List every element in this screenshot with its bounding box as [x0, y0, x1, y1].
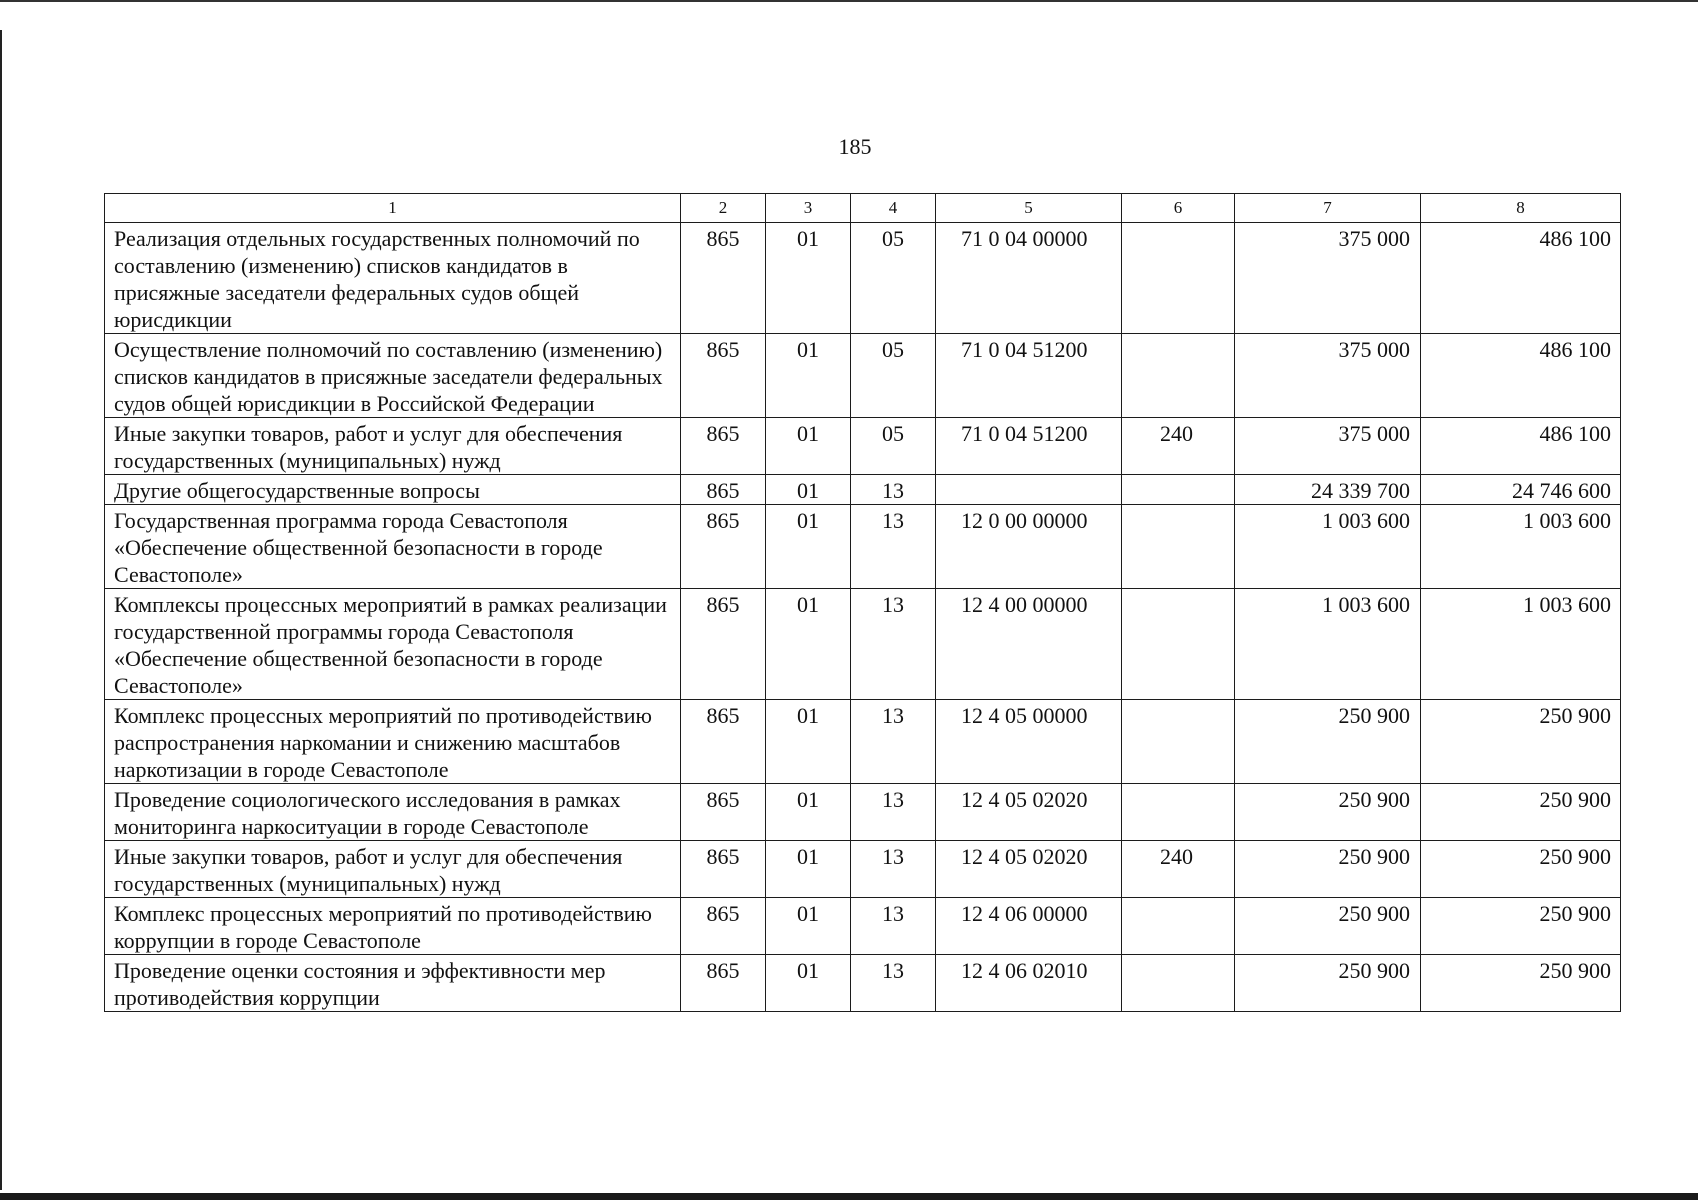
cell-program-code: 12 4 05 02020: [936, 841, 1122, 898]
cell-name: Проведение оценки состояния и эффективности мер противодействия коррупции: [105, 955, 681, 1012]
cell-name: Комплекс процессных мероприятий по противодействию коррупции в городе Севастополе: [105, 898, 681, 955]
cell-section-code: 01: [766, 784, 851, 841]
table-row: [105, 841, 1621, 898]
table-row: [105, 418, 1621, 475]
column-header-6: 6: [1122, 194, 1235, 223]
cell-amount-1: 250 900: [1235, 955, 1421, 1012]
cell-expense-type: [1122, 223, 1235, 334]
scan-edge-bottom: [0, 1193, 1698, 1200]
cell-section-code: 01: [766, 700, 851, 784]
cell-expense-type: 240: [1122, 841, 1235, 898]
cell-amount-2: 250 900: [1421, 700, 1621, 784]
cell-section-code: 01: [766, 898, 851, 955]
cell-subsection-code: 13: [851, 898, 936, 955]
cell-section-code: 01: [766, 589, 851, 700]
cell-ministry-code: 865: [681, 898, 766, 955]
cell-program-code: 12 4 05 02020: [936, 784, 1122, 841]
column-header-8: 8: [1421, 194, 1621, 223]
cell-amount-1: 375 000: [1235, 418, 1421, 475]
table-body: [105, 223, 1621, 1012]
cell-amount-2: 250 900: [1421, 898, 1621, 955]
cell-amount-1: 375 000: [1235, 334, 1421, 418]
cell-amount-2: 250 900: [1421, 955, 1621, 1012]
cell-name: Комплексы процессных мероприятий в рамках реализации государственной программы города Севастополя «Обеспечение общественной безопасности в городе Севастополе»: [105, 589, 681, 700]
cell-amount-1: 250 900: [1235, 841, 1421, 898]
cell-expense-type: [1122, 505, 1235, 589]
table-row: [105, 475, 1621, 505]
cell-amount-1: 1 003 600: [1235, 589, 1421, 700]
cell-name: Реализация отдельных государственных полномочий по составлению (изменению) списков кандидатов в присяжные заседатели федеральных судов общей юрисдикции: [105, 223, 681, 334]
cell-expense-type: [1122, 334, 1235, 418]
cell-amount-2: 250 900: [1421, 784, 1621, 841]
cell-name: Комплекс процессных мероприятий по противодействию распространения наркомании и снижению масштабов наркотизации в городе Севастополе: [105, 700, 681, 784]
scan-edge-left: [0, 30, 2, 1190]
cell-amount-2: 486 100: [1421, 223, 1621, 334]
table-row: [105, 898, 1621, 955]
cell-amount-2: 486 100: [1421, 418, 1621, 475]
cell-expense-type: [1122, 955, 1235, 1012]
cell-subsection-code: 13: [851, 784, 936, 841]
cell-subsection-code: 05: [851, 223, 936, 334]
cell-amount-2: 24 746 600: [1421, 475, 1621, 505]
cell-section-code: 01: [766, 505, 851, 589]
cell-expense-type: [1122, 700, 1235, 784]
cell-subsection-code: 13: [851, 841, 936, 898]
budget-table: [104, 193, 1621, 1012]
cell-section-code: 01: [766, 475, 851, 505]
table-row: [105, 505, 1621, 589]
scan-edge-top: [0, 0, 1698, 2]
cell-name: Другие общегосударственные вопросы: [105, 475, 681, 505]
cell-section-code: 01: [766, 223, 851, 334]
cell-program-code: 71 0 04 51200: [936, 418, 1122, 475]
cell-ministry-code: 865: [681, 841, 766, 898]
cell-expense-type: [1122, 784, 1235, 841]
cell-program-code: 12 4 06 02010: [936, 955, 1122, 1012]
cell-name: Государственная программа города Севастополя «Обеспечение общественной безопасности в городе Севастополе»: [105, 505, 681, 589]
cell-amount-1: 375 000: [1235, 223, 1421, 334]
cell-section-code: 01: [766, 334, 851, 418]
column-header-7: 7: [1235, 194, 1421, 223]
cell-subsection-code: 13: [851, 589, 936, 700]
page-number: 185: [838, 134, 872, 159]
table-row: [105, 334, 1621, 418]
cell-amount-1: 24 339 700: [1235, 475, 1421, 505]
cell-name: Осуществление полномочий по составлению (изменению) списков кандидатов в присяжные заседатели федеральных судов общей юрисдикции в Российской Федерации: [105, 334, 681, 418]
cell-amount-1: 250 900: [1235, 898, 1421, 955]
cell-amount-2: 486 100: [1421, 334, 1621, 418]
cell-amount-2: 1 003 600: [1421, 505, 1621, 589]
cell-subsection-code: 13: [851, 700, 936, 784]
cell-ministry-code: 865: [681, 505, 766, 589]
table-row: [105, 589, 1621, 700]
cell-ministry-code: 865: [681, 418, 766, 475]
cell-program-code: [936, 475, 1122, 505]
cell-ministry-code: 865: [681, 955, 766, 1012]
column-header-3: 3: [766, 194, 851, 223]
cell-ministry-code: 865: [681, 223, 766, 334]
table-row: [105, 784, 1621, 841]
cell-program-code: 12 4 05 00000: [936, 700, 1122, 784]
cell-ministry-code: 865: [681, 475, 766, 505]
column-header-5: 5: [936, 194, 1122, 223]
cell-amount-2: 1 003 600: [1421, 589, 1621, 700]
table-header-row: [105, 194, 1621, 223]
table-row: [105, 223, 1621, 334]
cell-expense-type: [1122, 475, 1235, 505]
column-header-1: 1: [105, 194, 681, 223]
cell-name: Проведение социологического исследования в рамках мониторинга наркоситуации в городе Севастополе: [105, 784, 681, 841]
cell-section-code: 01: [766, 955, 851, 1012]
cell-amount-2: 250 900: [1421, 841, 1621, 898]
cell-expense-type: 240: [1122, 418, 1235, 475]
cell-name: Иные закупки товаров, работ и услуг для обеспечения государственных (муниципальных) нужд: [105, 418, 681, 475]
cell-program-code: 12 0 00 00000: [936, 505, 1122, 589]
cell-subsection-code: 13: [851, 475, 936, 505]
column-header-4: 4: [851, 194, 936, 223]
table-row: [105, 700, 1621, 784]
cell-program-code: 71 0 04 51200: [936, 334, 1122, 418]
cell-amount-1: 250 900: [1235, 784, 1421, 841]
cell-section-code: 01: [766, 418, 851, 475]
cell-ministry-code: 865: [681, 700, 766, 784]
cell-amount-1: 250 900: [1235, 700, 1421, 784]
cell-amount-1: 1 003 600: [1235, 505, 1421, 589]
cell-ministry-code: 865: [681, 784, 766, 841]
cell-subsection-code: 13: [851, 955, 936, 1012]
cell-expense-type: [1122, 589, 1235, 700]
column-header-2: 2: [681, 194, 766, 223]
cell-subsection-code: 05: [851, 418, 936, 475]
table-row: [105, 955, 1621, 1012]
cell-ministry-code: 865: [681, 589, 766, 700]
cell-program-code: 71 0 04 00000: [936, 223, 1122, 334]
cell-subsection-code: 13: [851, 505, 936, 589]
cell-program-code: 12 4 06 00000: [936, 898, 1122, 955]
cell-expense-type: [1122, 898, 1235, 955]
cell-subsection-code: 05: [851, 334, 936, 418]
cell-ministry-code: 865: [681, 334, 766, 418]
cell-section-code: 01: [766, 841, 851, 898]
cell-name: Иные закупки товаров, работ и услуг для обеспечения государственных (муниципальных) нужд: [105, 841, 681, 898]
cell-program-code: 12 4 00 00000: [936, 589, 1122, 700]
